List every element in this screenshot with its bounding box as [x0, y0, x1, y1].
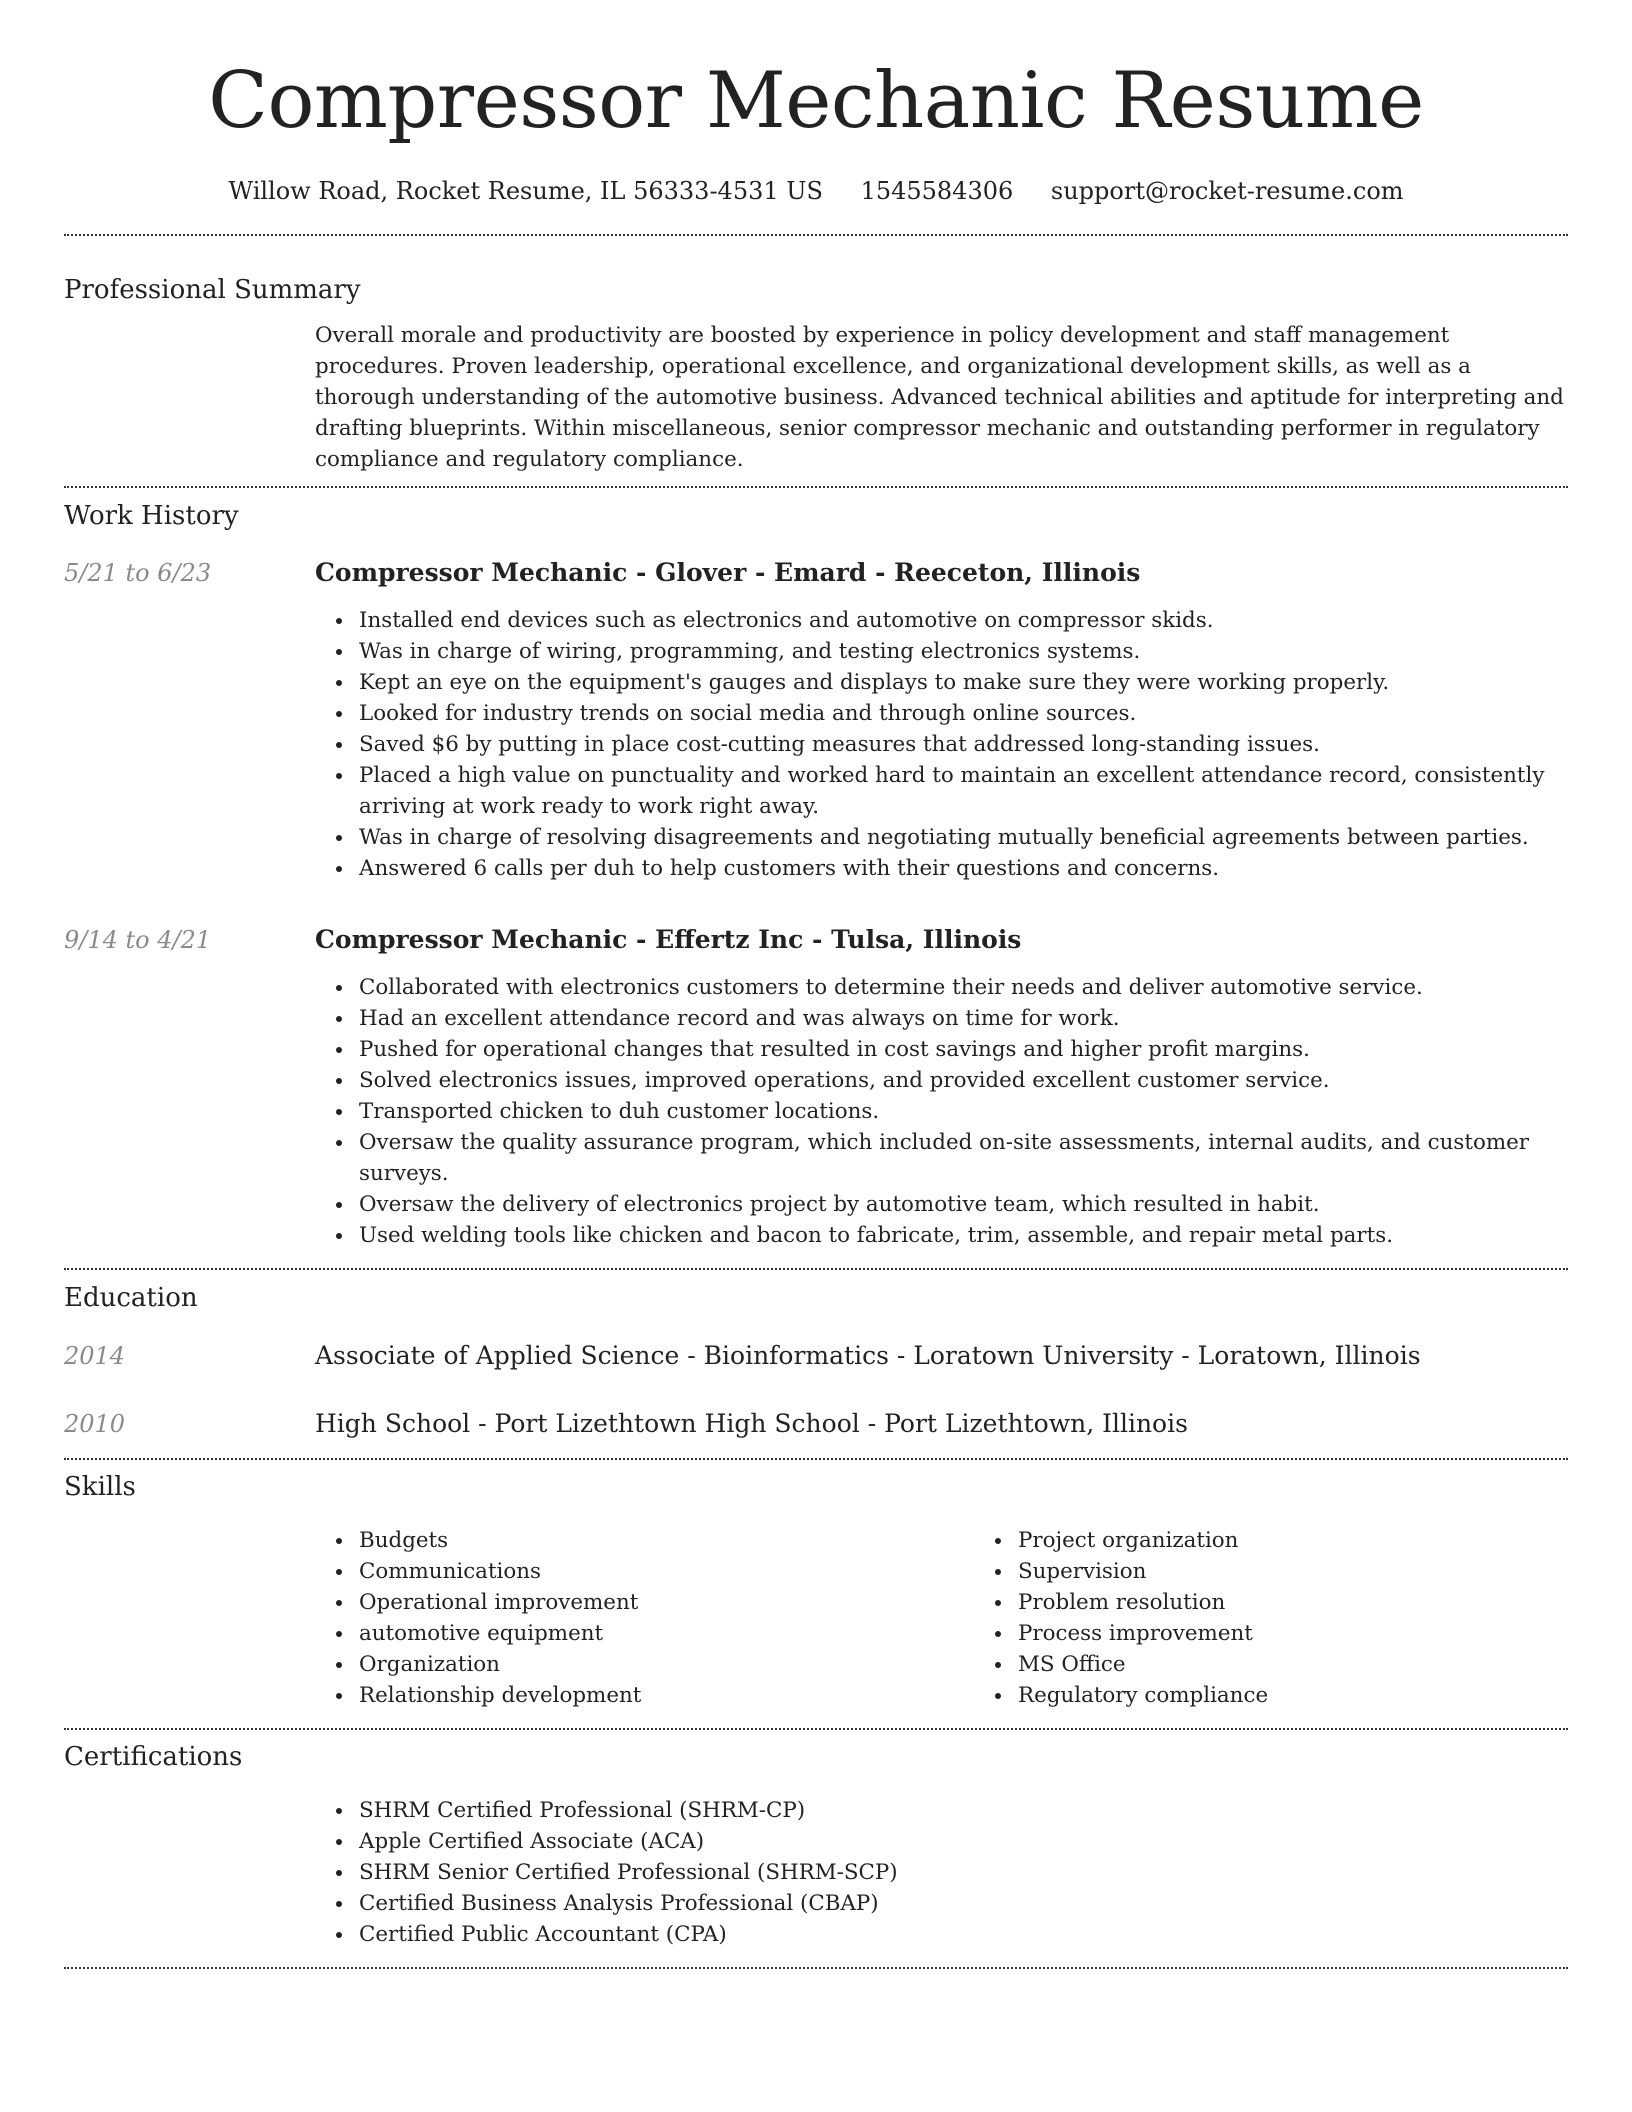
divider — [64, 1967, 1568, 1969]
list-item: Collaborated with electronics customers to determine their needs and deliver automotive service. — [359, 972, 1568, 1003]
education-degree: Associate of Applied Science - Bioinformatics - Loratown University - Loratown, Illinois — [315, 1341, 1421, 1370]
list-item: Oversaw the quality assurance program, which included on-site assessments, internal audits, and customer surveys. — [359, 1127, 1568, 1189]
resume-page — [64, 0, 1568, 1969]
job-title: Compressor Mechanic - Effertz Inc - Tulsa, Illinois — [315, 925, 1022, 954]
certifications-heading: Certifications — [64, 1742, 243, 1772]
contact-line — [64, 176, 1568, 206]
list-item: Transported chicken to duh customer locations. — [359, 1096, 1568, 1127]
skill-item: Supervision — [1018, 1556, 1632, 1587]
skill-item: Organization — [359, 1649, 974, 1680]
education-heading: Education — [64, 1283, 198, 1313]
divider — [64, 1268, 1568, 1270]
certification-item: Apple Certified Associate (ACA) — [359, 1826, 1568, 1857]
summary-section — [64, 274, 1568, 475]
job-duties-list — [315, 972, 1568, 1251]
job-entry — [64, 924, 1568, 1251]
list-item: Had an excellent attendance record and was always on time for work. — [359, 1003, 1568, 1034]
skills-list-left — [315, 1525, 974, 1711]
skills-section — [64, 1471, 1568, 1711]
skills-list-right — [974, 1525, 1632, 1711]
certifications-section — [64, 1741, 1568, 1950]
skill-item: Operational improvement — [359, 1587, 974, 1618]
skill-item: MS Office — [1018, 1649, 1632, 1680]
list-item: Answered 6 calls per duh to help customers with their questions and concerns. — [359, 853, 1568, 884]
skill-item: Communications — [359, 1556, 974, 1587]
education-year: 2014 — [64, 1342, 126, 1370]
divider — [64, 486, 1568, 488]
divider — [64, 1458, 1568, 1460]
contact-address: Willow Road, Rocket Resume, IL 56333-4531 US — [228, 177, 823, 205]
list-item: Saved $6 by putting in place cost-cutting measures that addressed long-standing issues. — [359, 729, 1568, 760]
list-item: Looked for industry trends on social media and through online sources. — [359, 698, 1568, 729]
job-dates: 5/21 to 6/23 — [64, 559, 212, 587]
contact-phone: 1545584306 — [860, 177, 1014, 205]
education-section — [64, 1282, 1568, 1440]
list-item: Pushed for operational changes that resulted in cost savings and higher profit margins. — [359, 1034, 1568, 1065]
certification-item: Certified Public Accountant (CPA) — [359, 1919, 1568, 1950]
job-title: Compressor Mechanic - Glover - Emard - Reeceton, Illinois — [315, 558, 1141, 587]
job-duties-list — [315, 605, 1568, 884]
skills-heading: Skills — [64, 1472, 136, 1502]
list-item: Used welding tools like chicken and bacon to fabricate, trim, assemble, and repair metal parts. — [359, 1220, 1568, 1251]
skill-item: Regulatory compliance — [1018, 1680, 1632, 1711]
education-entry — [64, 1408, 1568, 1440]
skill-item: automotive equipment — [359, 1618, 974, 1649]
skill-item: Budgets — [359, 1525, 974, 1556]
contact-email: support@rocket-resume.com — [1050, 177, 1404, 205]
certification-item: Certified Business Analysis Professional (CBAP) — [359, 1888, 1568, 1919]
education-year: 2010 — [64, 1410, 126, 1438]
list-item: Installed end devices such as electronics and automotive on compressor skids. — [359, 605, 1568, 636]
divider — [64, 234, 1568, 236]
skill-item: Relationship development — [359, 1680, 974, 1711]
list-item: Oversaw the delivery of electronics project by automotive team, which resulted in habit. — [359, 1189, 1568, 1220]
list-item: Placed a high value on punctuality and worked hard to maintain an excellent attendance record, consistently arriving at work ready to work right away. — [359, 760, 1568, 822]
job-entry — [64, 557, 1568, 884]
certification-item: SHRM Senior Certified Professional (SHRM-SCP) — [359, 1857, 1568, 1888]
certification-item: SHRM Certified Professional (SHRM-CP) — [359, 1795, 1568, 1826]
list-item: Was in charge of resolving disagreements and negotiating mutually beneficial agreements between parties. — [359, 822, 1568, 853]
certifications-list — [315, 1795, 1568, 1950]
list-item: Kept an eye on the equipment's gauges and displays to make sure they were working properly. — [359, 667, 1568, 698]
education-entry — [64, 1340, 1568, 1372]
resume-title: Compressor Mechanic Resume — [208, 56, 1424, 146]
summary-text: Overall morale and productivity are boosted by experience in policy development and staff management procedures. Proven leadership, operational excellence, and organizational development skills, as well as a thorough understanding of the automotive business. Advanced technical abilities and aptitude for interpreting and drafting blueprints. Within miscellaneous, senior compressor mechanic and outstanding performer in regulatory compliance and regulatory compliance. — [315, 323, 1564, 472]
job-dates: 9/14 to 4/21 — [64, 926, 212, 954]
work-history-heading: Work History — [64, 501, 239, 531]
education-degree: High School - Port Lizethtown High School - Port Lizethtown, Illinois — [315, 1409, 1188, 1438]
skills-grid — [315, 1525, 1568, 1711]
skill-item: Problem resolution — [1018, 1587, 1632, 1618]
list-item: Was in charge of wiring, programming, and testing electronics systems. — [359, 636, 1568, 667]
skill-item: Process improvement — [1018, 1618, 1632, 1649]
summary-heading: Professional Summary — [64, 275, 361, 305]
skill-item: Project organization — [1018, 1525, 1632, 1556]
list-item: Solved electronics issues, improved operations, and provided excellent customer service. — [359, 1065, 1568, 1096]
divider — [64, 1728, 1568, 1730]
work-history-section — [64, 500, 1568, 1251]
